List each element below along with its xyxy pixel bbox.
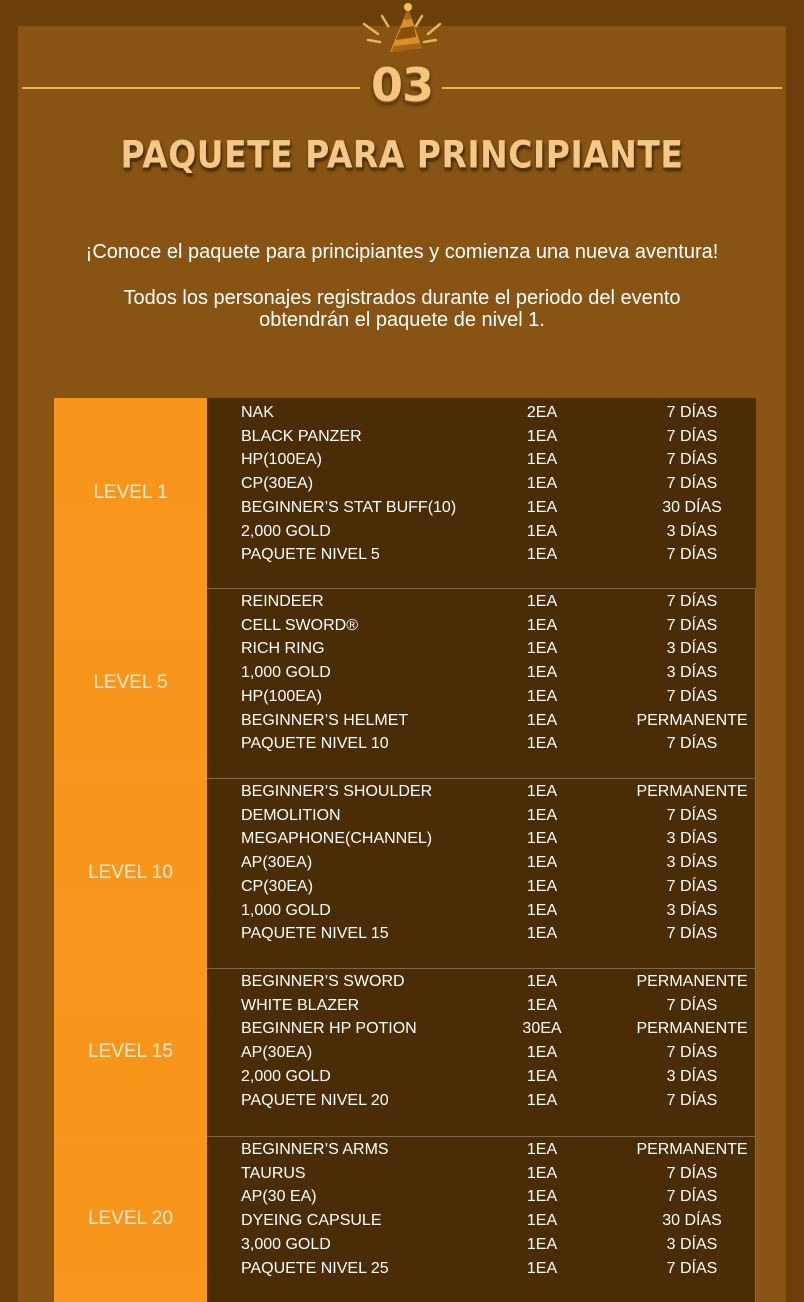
item-duration: 7 DÍAS bbox=[666, 616, 718, 634]
item-duration: 3 DÍAS bbox=[666, 664, 718, 682]
table-row bbox=[207, 807, 756, 831]
level-label: LEVEL 10 bbox=[54, 778, 207, 968]
level-items bbox=[207, 968, 756, 1136]
table-row bbox=[207, 1165, 756, 1189]
table-row bbox=[207, 1212, 756, 1236]
item-quantity: 1EA bbox=[526, 687, 558, 705]
intro-subtext-line1: Todos los personajes registrados durante el periodo del evento bbox=[123, 287, 681, 309]
item-name: DYEING CAPSULE bbox=[241, 1212, 382, 1230]
item-name: HP(100EA) bbox=[241, 451, 322, 469]
item-quantity: 1EA bbox=[526, 1164, 558, 1182]
item-quantity: 1EA bbox=[526, 1044, 558, 1062]
table-row bbox=[207, 1020, 756, 1044]
table-row bbox=[207, 925, 756, 949]
item-name: CP(30EA) bbox=[241, 475, 314, 493]
table-row bbox=[207, 451, 756, 475]
item-duration: 7 DÍAS bbox=[666, 806, 718, 824]
level-group bbox=[54, 588, 756, 778]
item-quantity: 1EA bbox=[526, 877, 558, 895]
item-quantity: 1EA bbox=[526, 522, 558, 540]
item-name: 3,000 GOLD bbox=[241, 1235, 331, 1253]
item-duration: 3 DÍAS bbox=[666, 640, 718, 658]
item-name: BLACK PANZER bbox=[241, 427, 362, 445]
level-items bbox=[207, 778, 756, 968]
level-group bbox=[54, 1136, 756, 1302]
level-group bbox=[54, 968, 756, 1136]
item-name: NAK bbox=[241, 404, 274, 421]
item-quantity: 1EA bbox=[526, 735, 558, 753]
table-row bbox=[207, 664, 756, 688]
item-name: 2,000 GOLD bbox=[241, 1067, 331, 1085]
item-name: AP(30 EA) bbox=[241, 1188, 317, 1206]
item-duration: 7 DÍAS bbox=[666, 925, 718, 943]
table-row bbox=[207, 878, 756, 902]
intro-subtext bbox=[0, 287, 804, 331]
table-row bbox=[207, 830, 756, 854]
item-name: CELL SWORD® bbox=[241, 616, 358, 634]
item-quantity: 1EA bbox=[526, 616, 558, 634]
item-name: PAQUETE NIVEL 5 bbox=[241, 546, 380, 564]
item-duration: 7 DÍAS bbox=[666, 1091, 718, 1109]
item-duration: 7 DÍAS bbox=[666, 1044, 718, 1062]
item-duration: 30 DÍAS bbox=[662, 1212, 722, 1230]
table-row bbox=[207, 640, 756, 664]
item-name: REINDEER bbox=[241, 593, 324, 610]
item-duration: 7 DÍAS bbox=[666, 404, 718, 421]
intro-subtext-line2: obtendrán el paquete de nivel 1. bbox=[259, 309, 545, 331]
table-row bbox=[207, 1044, 756, 1068]
table-row bbox=[207, 1068, 756, 1092]
item-duration: 7 DÍAS bbox=[666, 451, 718, 469]
table-row bbox=[207, 854, 756, 878]
item-name: AP(30EA) bbox=[241, 854, 313, 872]
table-row bbox=[207, 1188, 756, 1212]
item-name: PAQUETE NIVEL 10 bbox=[241, 735, 389, 753]
item-name: 2,000 GOLD bbox=[241, 522, 331, 540]
table-row bbox=[207, 523, 756, 547]
item-name: BEGINNER’S ARMS bbox=[241, 1141, 389, 1158]
item-quantity: 1EA bbox=[526, 1212, 558, 1230]
item-name: 1,000 GOLD bbox=[241, 664, 331, 682]
item-duration: 30 DÍAS bbox=[662, 498, 722, 516]
item-quantity: 1EA bbox=[526, 1141, 558, 1158]
level-items bbox=[207, 398, 756, 588]
table-row bbox=[207, 688, 756, 712]
item-duration: 7 DÍAS bbox=[666, 735, 718, 753]
item-duration: 7 DÍAS bbox=[666, 427, 718, 445]
item-quantity: 30EA bbox=[522, 1020, 562, 1038]
item-name: BEGINNER’S SWORD bbox=[241, 973, 405, 990]
section-number: 03 bbox=[370, 58, 433, 112]
item-duration: PERMANENTE bbox=[636, 711, 748, 729]
item-name: BEGINNER’S SHOULDER bbox=[241, 783, 433, 800]
item-duration: 7 DÍAS bbox=[666, 1164, 718, 1182]
item-duration: 7 DÍAS bbox=[666, 1259, 718, 1277]
item-quantity: 1EA bbox=[526, 664, 558, 682]
level-label: LEVEL 1 bbox=[54, 398, 207, 588]
item-duration: 3 DÍAS bbox=[666, 1235, 718, 1253]
item-duration: PERMANENTE bbox=[636, 783, 748, 800]
item-name: PAQUETE NIVEL 20 bbox=[241, 1091, 389, 1109]
item-quantity: 1EA bbox=[526, 830, 558, 848]
item-name: PAQUETE NIVEL 15 bbox=[241, 925, 389, 943]
item-quantity: 1EA bbox=[526, 806, 558, 824]
level-group bbox=[54, 398, 756, 588]
table-row bbox=[207, 973, 756, 997]
item-name: WHITE BLAZER bbox=[241, 996, 360, 1014]
item-quantity: 1EA bbox=[526, 901, 558, 919]
item-duration: 7 DÍAS bbox=[666, 877, 718, 895]
party-hat-icon bbox=[356, 0, 448, 60]
item-quantity: 1EA bbox=[526, 996, 558, 1014]
table-row bbox=[207, 546, 756, 570]
item-duration: 3 DÍAS bbox=[666, 901, 718, 919]
level-group bbox=[54, 778, 756, 968]
item-quantity: 1EA bbox=[526, 783, 558, 800]
item-quantity: 1EA bbox=[526, 973, 558, 990]
table-row bbox=[207, 1141, 756, 1165]
intro-text: ¡Conoce el paquete para principiantes y comienza una nueva aventura! bbox=[85, 241, 719, 263]
item-name: CP(30EA) bbox=[241, 877, 314, 895]
item-quantity: 1EA bbox=[526, 1188, 558, 1206]
item-name: 1,000 GOLD bbox=[241, 901, 331, 919]
table-row bbox=[207, 593, 756, 617]
table-row bbox=[207, 617, 756, 641]
item-quantity: 1EA bbox=[526, 451, 558, 469]
table-row bbox=[207, 1236, 756, 1260]
item-duration: PERMANENTE bbox=[636, 1141, 748, 1158]
item-name: DEMOLITION bbox=[241, 806, 341, 824]
item-duration: 7 DÍAS bbox=[666, 1188, 718, 1206]
level-items bbox=[207, 588, 756, 778]
table-row bbox=[207, 404, 756, 428]
item-quantity: 1EA bbox=[526, 925, 558, 943]
item-name: PAQUETE NIVEL 25 bbox=[241, 1259, 389, 1277]
item-quantity: 1EA bbox=[526, 1091, 558, 1109]
item-duration: 7 DÍAS bbox=[666, 475, 718, 493]
item-quantity: 1EA bbox=[526, 427, 558, 445]
item-name: BEGINNER’S STAT BUFF(10) bbox=[241, 498, 457, 516]
item-duration: 3 DÍAS bbox=[666, 830, 718, 848]
table-row bbox=[207, 735, 756, 759]
table-row bbox=[207, 1092, 756, 1116]
item-duration: 3 DÍAS bbox=[666, 522, 718, 540]
item-name: MEGAPHONE(CHANNEL) bbox=[241, 830, 433, 848]
item-duration: PERMANENTE bbox=[636, 1020, 748, 1038]
item-duration: 3 DÍAS bbox=[666, 854, 718, 872]
item-name: BEGINNER HP POTION bbox=[241, 1020, 417, 1038]
item-name: RICH RING bbox=[241, 640, 325, 658]
item-duration: 7 DÍAS bbox=[666, 996, 718, 1014]
divider-right bbox=[442, 87, 782, 89]
item-quantity: 1EA bbox=[526, 854, 558, 872]
item-duration: 7 DÍAS bbox=[666, 546, 718, 564]
item-duration: 7 DÍAS bbox=[666, 687, 718, 705]
divider-left bbox=[22, 87, 360, 89]
table-row bbox=[207, 499, 756, 523]
item-name: TAURUS bbox=[241, 1164, 306, 1182]
item-quantity: 1EA bbox=[526, 498, 558, 516]
item-duration: 3 DÍAS bbox=[666, 1067, 718, 1085]
item-quantity: 1EA bbox=[526, 1235, 558, 1253]
table-row bbox=[207, 997, 756, 1021]
item-quantity: 1EA bbox=[526, 593, 558, 610]
page-title: PAQUETE PARA PRINCIPIANTE bbox=[120, 132, 684, 177]
item-quantity: 1EA bbox=[526, 1067, 558, 1085]
item-quantity: 2EA bbox=[526, 404, 558, 421]
table-row bbox=[207, 902, 756, 926]
item-quantity: 1EA bbox=[526, 1259, 558, 1277]
item-quantity: 1EA bbox=[526, 475, 558, 493]
table-row bbox=[207, 475, 756, 499]
level-label: LEVEL 5 bbox=[54, 588, 207, 778]
item-quantity: 1EA bbox=[526, 711, 558, 729]
table-row bbox=[207, 783, 756, 807]
level-label: LEVEL 20 bbox=[54, 1136, 207, 1302]
table-row bbox=[207, 1260, 756, 1284]
item-quantity: 1EA bbox=[526, 640, 558, 658]
level-label: LEVEL 15 bbox=[54, 968, 207, 1136]
level-items bbox=[207, 1136, 756, 1302]
item-name: HP(100EA) bbox=[241, 687, 322, 705]
item-name: BEGINNER’S HELMET bbox=[241, 711, 409, 729]
item-quantity: 1EA bbox=[526, 546, 558, 564]
item-name: AP(30EA) bbox=[241, 1044, 313, 1062]
table-row bbox=[207, 712, 756, 736]
item-duration: 7 DÍAS bbox=[666, 593, 718, 610]
rewards-table bbox=[54, 398, 756, 1302]
item-duration: PERMANENTE bbox=[636, 973, 748, 990]
table-row bbox=[207, 428, 756, 452]
